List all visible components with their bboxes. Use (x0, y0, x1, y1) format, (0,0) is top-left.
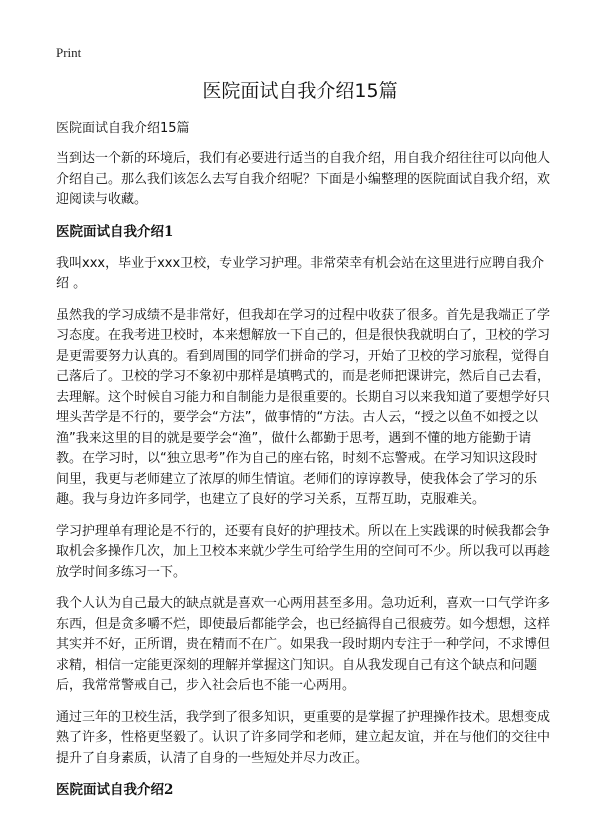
body-paragraph: 通过三年的卫校生活，我学到了很多知识，更重要的是掌握了护理操作技术。思想变成熟了许多，性格更坚毅了。认识了许多同学和老师，建立起友谊，并在与他们的交往中提升了自身素质，认清了自身的一些短处并尽力改正。 (56, 709, 551, 766)
body-paragraph: 我叫xxx，毕业于xxx卫校，专业学习护理。非常荣幸有机会站在这里进行应聘自我介绍 。 (56, 255, 545, 291)
section-1 (56, 222, 550, 770)
intro-paragraph: 当到达一个新的环境后，我们有必要进行适当的自我介绍，用自我介绍往往可以向他人介绍自己。那么我们该怎么去写自我介绍呢？下面是小编整理的医院面试自我介绍，欢迎阅读与收藏。 (56, 151, 551, 207)
print-link[interactable]: Print (56, 45, 82, 60)
section-heading: 医院面试自我介绍1 (56, 223, 174, 240)
document-title: 医院面试自我介绍15篇 (202, 80, 398, 102)
article-subtitle: 医院面试自我介绍15篇 (56, 121, 190, 136)
body-paragraph: 虽然我的学习成绩不是非常好，但我却在学习的过程中收获了很多。首先是我端正了学习态度。在我考进卫校时，本来想解放一下自己的，但是很快我就明白了，卫校的学习是更需要努力认真的。看到周围的同学们拼命的学习，开始了卫校的学习旅程，觉得自己落后了。卫校的学习不象初中那样是填鸭式的，而是老师把课讲完，然后自己去看，去理解。这个时候自习能力和自制能力是很重要的。长期自习以来我知道了要想学好只埋头苦学是不行的，要学会“方法”，做事情的“方法。古人云，“授之以鱼不如授之以渔”我来这里的目的就是要学会“渔”，做什么都勤于思考，遇到不懂的地方能勤于请教。在学习时，以“独立思考”作为自己的座右铭，时刻不忘警戒。在学习知识这段时间里，我更与老师建立了浓厚的师生情谊。老师们的谆谆教导，使我体会了学习的乐趣。我与身边许多同学，也建立了良好的学习关系，互帮互助，克服难关。 (56, 307, 551, 507)
body-paragraph: 我个人认为自己最大的缺点就是喜欢一心两用甚至多用。急功近利，喜欢一口气学许多东西，但是贪多嚼不烂，即使最后都能学会，也已经搞得自己很疲劳。如今想想，这样其实并不好，正所谓，贵在精而不在广。如果我一段时期内专注于一种学问，不求博但求精，相信一定能更深刻的理解并掌握这门知识。自从我发现自己有这个缺点和问题后，我常常警戒自己，步入社会后也不能一心两用。 (56, 596, 551, 693)
body-paragraph: 学习护理单有理论是不行的，还要有良好的护理技术。所以在上实践课的时候我都会争取机会多操作几次，加上卫校本来就少学生可给学生用的空间可不少。所以我可以再趁放学时间多练习一下。 (56, 523, 551, 580)
article-body (56, 119, 550, 812)
section-2 (56, 780, 550, 800)
section-heading: 医院面试自我介绍2 (56, 782, 174, 798)
